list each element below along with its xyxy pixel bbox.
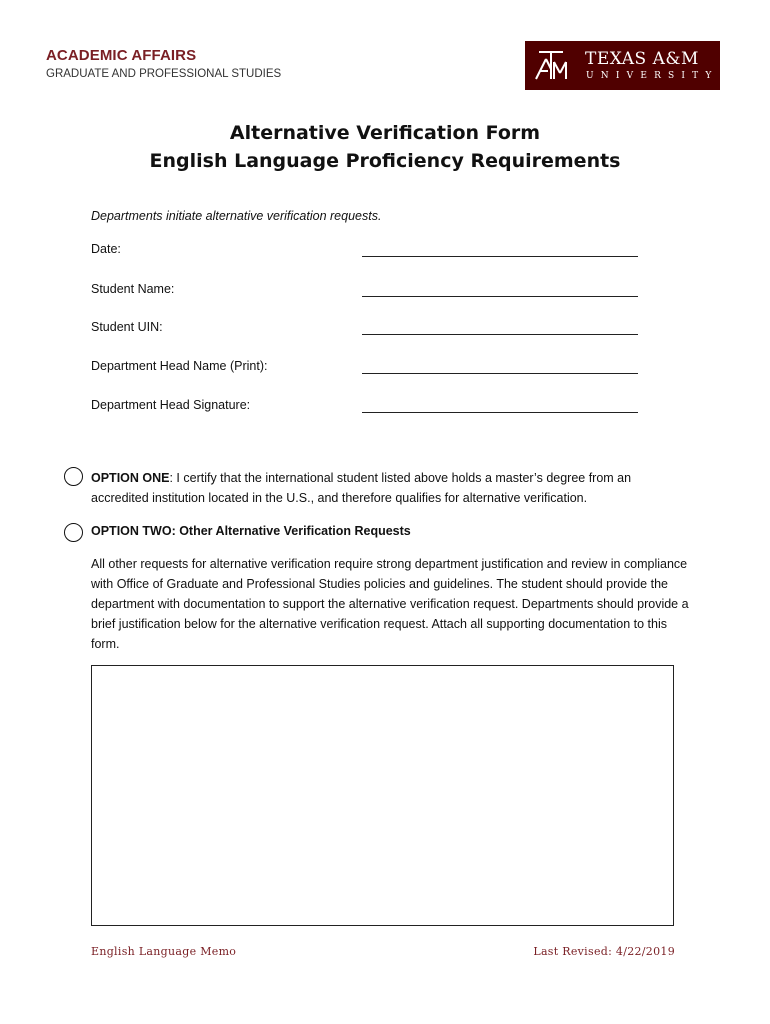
dept-head-name-input-line[interactable] (362, 373, 638, 374)
instructions-paragraph: All other requests for alternative verification require strong department justification and review in compliance with Office of Graduate and Professional Studies policies and guidelines. The student should provide the department with documentation to support the alternative verification request. Departments should provide a brief justification below for the alternative verification request. Attach all supporting documentation to this form. (91, 557, 689, 651)
student-uin-field (91, 320, 641, 340)
footer-revised: Last Revised: 4/22/2019 (533, 945, 675, 958)
date-label: Date: (91, 242, 121, 256)
logo-subtitle: UNIVERSITY (586, 71, 719, 81)
tamu-logo (525, 41, 720, 90)
student-name-input-line[interactable] (362, 296, 638, 297)
dept-head-signature-input-line[interactable] (362, 412, 638, 413)
atm-logo-mark-icon (533, 49, 569, 82)
dept-head-name-field (91, 359, 641, 379)
option-one-label: OPTION ONE (91, 471, 170, 485)
student-uin-input-line[interactable] (362, 334, 638, 335)
student-name-field (91, 282, 641, 302)
student-uin-label: Student UIN: (91, 320, 163, 334)
intro-text: Departments initiate alternative verification requests. (91, 209, 382, 223)
footer-memo: English Language Memo (91, 945, 237, 958)
dept-head-signature-label: Department Head Signature: (91, 398, 251, 412)
header-org (46, 47, 281, 80)
option-two-text (91, 521, 691, 541)
option-one-radio[interactable] (64, 467, 83, 486)
student-name-label: Student Name: (91, 282, 175, 296)
option-two-radio[interactable] (64, 523, 83, 542)
option-two-description: : Other Alternative Verification Requests (171, 524, 411, 538)
date-field (91, 242, 641, 262)
option-one-text (91, 468, 691, 508)
logo-title: TEXAS A&M (585, 49, 699, 69)
org-title: ACADEMIC AFFAIRS (46, 47, 197, 64)
form-title: Alternative Verification Form (229, 122, 541, 144)
option-one-description: : I certify that the international student listed above holds a master’s degree from an accredited institution located in the U.S., and therefore qualifies for alternative verification. (91, 471, 632, 505)
justification-textarea[interactable] (91, 665, 674, 926)
date-input-line[interactable] (362, 256, 638, 257)
form-subtitle: English Language Proficiency Requirements (149, 150, 621, 172)
dept-head-name-label: Department Head Name (Print): (91, 359, 268, 373)
option-two-label: OPTION TWO (91, 524, 172, 538)
org-subtitle: GRADUATE AND PROFESSIONAL STUDIES (46, 68, 282, 80)
dept-head-signature-field (91, 398, 641, 418)
